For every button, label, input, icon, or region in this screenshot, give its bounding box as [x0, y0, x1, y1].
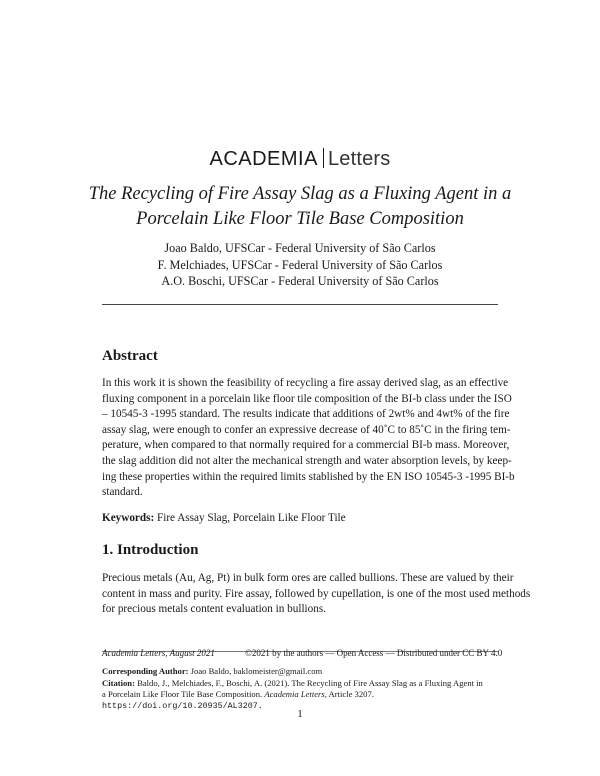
abstract-line: the slag addition did not alter the mechanical strength and water absorption levels, by keep-	[102, 454, 512, 467]
author-list	[0, 240, 600, 290]
abstract-body	[102, 376, 515, 501]
title-line: Porcelain Like Floor Tile Base Composition	[136, 209, 464, 229]
citation-text: , Article 3207.	[324, 689, 374, 699]
corresponding-label: Corresponding Author:	[102, 666, 189, 676]
brand-name: ACADEMIA	[209, 148, 318, 170]
abstract-line: assay slag, were enough to confer an expressive decrease of 40˚C to 85˚C in the firing tem-	[102, 423, 511, 436]
intro-line: Precious metals (Au, Ag, Pt) in bulk form ores are called bullions. These are valued by their	[102, 572, 514, 584]
introduction-heading: 1. Introduction	[102, 542, 199, 558]
citation-text: Baldo, J., Melchiades, F., Boschi, A. (2021). The Recycling of Fire Assay Slag as a Fluxing Agent in	[137, 677, 483, 688]
corresponding-author	[102, 666, 502, 678]
paper-title	[60, 182, 540, 232]
doi-link[interactable]: https://doi.org/10.20935/AL3207.	[102, 700, 263, 711]
abstract-line: – 10545-3 -1995 standard. The results indicate that additions of 2wt% and 4wt% of the fire	[102, 408, 510, 421]
author: A.O. Boschi, UFSCar - Federal University of São Carlos	[161, 274, 439, 288]
abstract-line: perature, when compared to that normally required for a commercial BI-b mass. Moreover,	[102, 439, 510, 452]
abstract-line: ing these properties within the required limits stablished by the EN ISO 10545-3 -1995 BI-b	[102, 470, 515, 483]
citation-label: Citation:	[102, 677, 135, 688]
citation-text: a Porcelain Like Floor Tile Base Composition.	[102, 689, 263, 699]
journal-brand	[0, 148, 600, 171]
abstract-heading: Abstract	[102, 348, 158, 364]
citation-line	[102, 689, 502, 701]
citation-block	[102, 666, 502, 712]
author: Joao Baldo, UFSCar - Federal University of São Carlos	[164, 241, 436, 255]
keywords-value: Fire Assay Slag, Porcelain Like Floor Tile	[157, 512, 346, 524]
keywords-label: Keywords:	[102, 512, 155, 524]
keywords	[102, 512, 346, 524]
abstract-line: In this work it is shown the feasibility of recycling a fire assay derived slag, as an effective	[102, 377, 509, 389]
intro-line: for precious metals content evaluation in bullions.	[102, 603, 327, 616]
citation-journal: Academia Letters	[264, 689, 325, 699]
title-line: The Recycling of Fire Assay Slag as a Fluxing Agent in a	[88, 184, 512, 204]
footer-license: ©2021 by the authors — Open Access — Distributed under CC BY 4.0	[245, 648, 503, 658]
citation-line	[102, 678, 502, 690]
brand-subtitle: Letters	[327, 148, 391, 170]
introduction-body	[102, 571, 531, 618]
abstract-line: fluxing component in a porcelain like floor tile composition of the BI-b class under the ISO	[102, 392, 512, 405]
abstract-line: standard.	[102, 486, 143, 499]
header-divider	[102, 304, 498, 305]
intro-line: content in mass and purity. Fire assay, followed by cupellation, is one of the most used methods	[102, 587, 531, 600]
footer-journal: Academia Letters, August 2021	[102, 648, 215, 658]
brand-divider	[323, 148, 324, 168]
author: F. Melchiades, UFSCar - Federal University of São Carlos	[157, 257, 443, 272]
corresponding-value: Joao Baldo, baklomeister@gmail.com	[190, 666, 323, 676]
page-number: 1	[297, 708, 303, 720]
